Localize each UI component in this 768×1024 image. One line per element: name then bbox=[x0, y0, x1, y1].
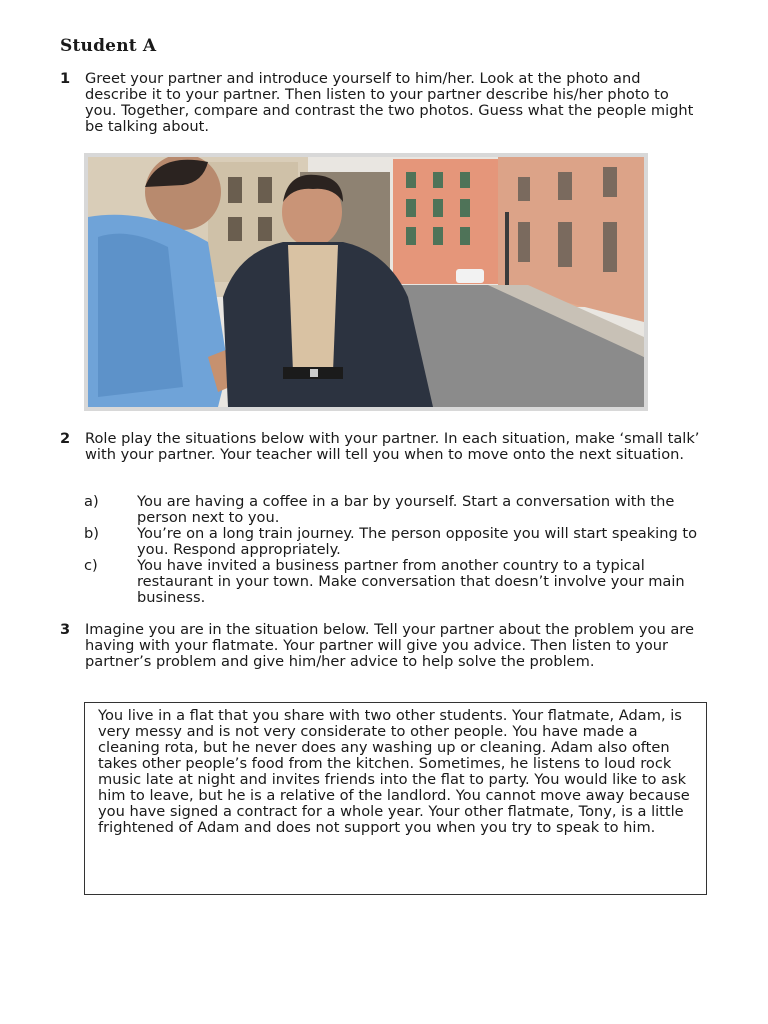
situation-a bbox=[84, 494, 704, 526]
situation-b-text: You’re on a long train journey. The person opposite you will start speaking to you. Respond appropriately. bbox=[137, 525, 698, 558]
page-title: Student A bbox=[60, 36, 157, 56]
scenario-text: You live in a flat that you share with two other students. Your flatmate, Adam, is very messy and is not very considerate to other people. You have made a cleaning rota, but he never does any washing up or cleaning. Adam also often takes other people’s food from the kitchen. Sometimes, he listens to loud rock music late at night and invites friends into the flat to party. You would like to ask him to leave, but he is a relative of the landlord. You cannot move away because you have signed a contract for a whole year. Your other flatmate, Tony, is a little frightened of Adam and does not support you when you try to speak to him. bbox=[98, 707, 690, 836]
situation-list bbox=[84, 494, 704, 606]
situation-c-text: You have invited a business partner from another country to a typical restaurant in your town. Make conversation that doesn’t involve your main business. bbox=[137, 557, 685, 606]
scenario-box bbox=[84, 702, 707, 895]
situation-c-label: c) bbox=[84, 557, 98, 574]
situation-b-label: b) bbox=[84, 525, 99, 542]
question-1 bbox=[60, 71, 700, 135]
question-2 bbox=[60, 431, 700, 463]
question-2-text: Role play the situations below with your partner. In each situation, make ‘small talk’ with your partner. Your teacher will tell you when to move onto the next situation. bbox=[85, 430, 700, 463]
question-1-text: Greet your partner and introduce yourself to him/her. Look at the photo and describe it to your partner. Then listen to your partner describe his/her photo to you. Together, compare and contrast the two photos. Guess what the people might be talking about. bbox=[85, 70, 694, 135]
question-1-number: 1 bbox=[60, 70, 71, 87]
photo-illustration bbox=[88, 157, 644, 407]
question-3 bbox=[60, 622, 700, 670]
situation-a-label: a) bbox=[84, 493, 99, 510]
question-3-number: 3 bbox=[60, 621, 71, 638]
situation-a-text: You are having a coffee in a bar by yourself. Start a conversation with the person next to you. bbox=[137, 493, 675, 526]
situation-b bbox=[84, 526, 704, 558]
question-2-number: 2 bbox=[60, 430, 71, 447]
street-photo bbox=[84, 153, 648, 411]
situation-c bbox=[84, 558, 704, 606]
question-3-text: Imagine you are in the situation below. Tell your partner about the problem you are having with your flatmate. Your partner will give you advice. Then listen to your partner’s problem and give him/her advice to help solve the problem. bbox=[85, 621, 694, 670]
